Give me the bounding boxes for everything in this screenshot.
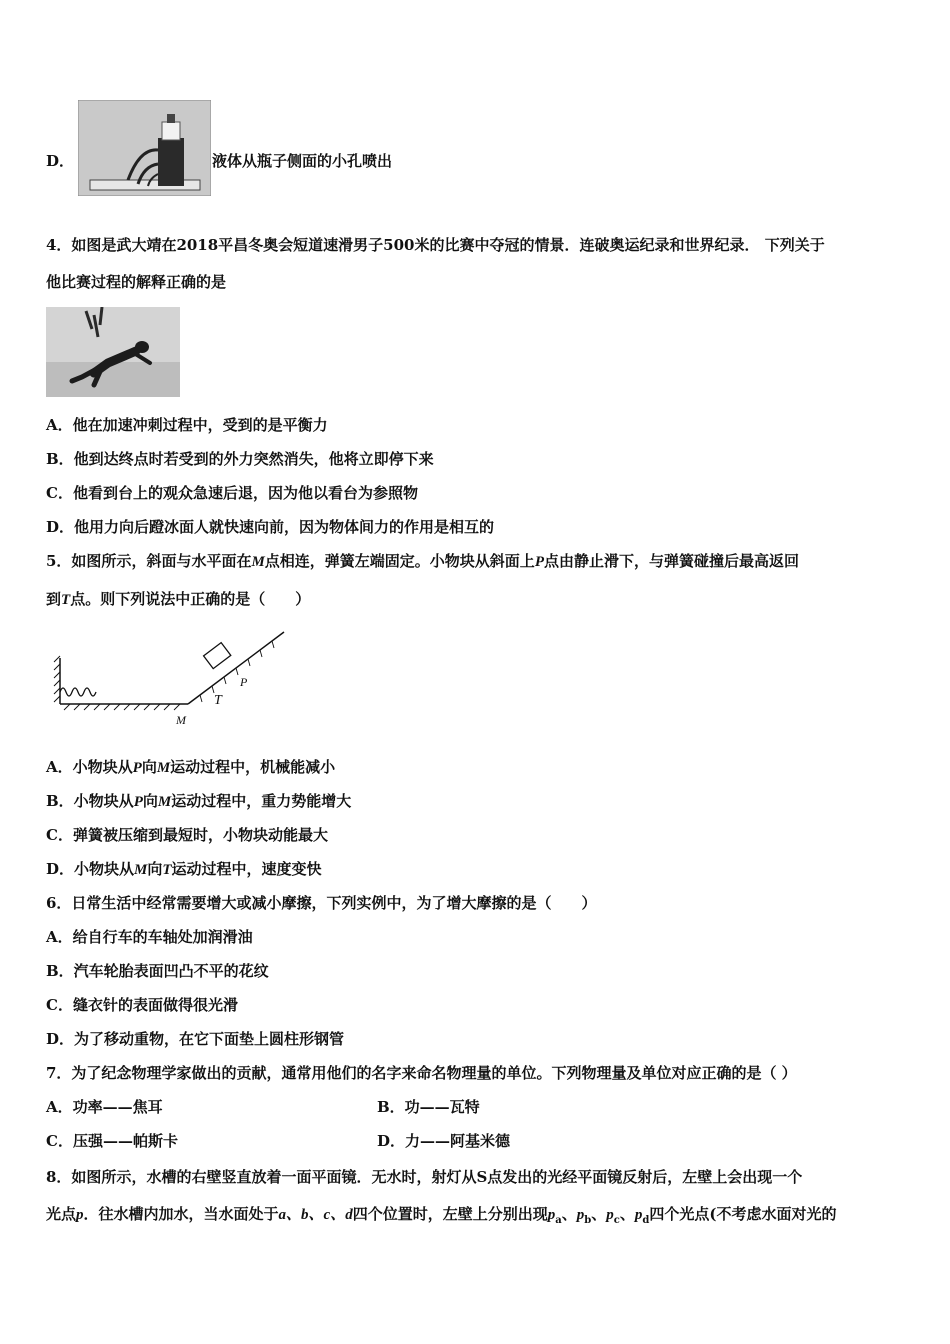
q5-stem-line2: 到T点。则下列说法中正确的是（ ） bbox=[46, 590, 311, 608]
q6-option-c: C．缝衣针的表面做得很光滑 bbox=[46, 996, 238, 1014]
q5-option-d: D．小物块从M向T运动过程中，速度变快 bbox=[46, 860, 322, 878]
q5-option-b: B．小物块从P向M运动过程中，重力势能增大 bbox=[46, 792, 352, 810]
q4-option-d: D．他用力向后蹬冰面人就快速向前，因为物体间力的作用是相互的 bbox=[46, 518, 495, 536]
q7-option-c: C．压强——帕斯卡 bbox=[46, 1132, 178, 1150]
label-t: T bbox=[214, 693, 222, 708]
q7-option-d: D．力——阿基米德 bbox=[377, 1132, 511, 1150]
q6-option-b: B．汽车轮胎表面凹凸不平的花纹 bbox=[46, 962, 269, 980]
q5-stem-line1: 5．如图所示，斜面与水平面在M点相连，弹簧左端固定。小物块从斜面上P点由静止滑下，与弹簧碰撞后最高返回 bbox=[46, 552, 799, 570]
q3-option-d-label: D． bbox=[46, 152, 75, 170]
bottle-photo bbox=[78, 100, 211, 196]
q7-option-b: B．功——瓦特 bbox=[377, 1098, 480, 1116]
q4-option-a: A．他在加速冲刺过程中，受到的是平衡力 bbox=[46, 416, 328, 434]
q7-option-a: A．功率——焦耳 bbox=[46, 1098, 163, 1116]
q6-option-d: D．为了移动重物，在它下面垫上圆柱形钢管 bbox=[46, 1030, 345, 1048]
q3-option-d-text: 液体从瓶子侧面的小孔喷出 bbox=[212, 152, 393, 170]
q6-option-a: A．给自行车的车轴处加润滑油 bbox=[46, 928, 253, 946]
label-m: M bbox=[176, 713, 186, 727]
q8-stem-line2: 光点p．往水槽内加水，当水面处于a、b、c、d四个位置时，左壁上分别出现$p_a$、$p_b$、$p_c$、$p_d$四个光点(不考虑水面对光的 bbox=[46, 1205, 837, 1226]
q4-option-b: B．他到达终点时若受到的外力突然消失，他将立即停下来 bbox=[46, 450, 434, 468]
q5-option-a: A．小物块从P向M运动过程中，机械能减小 bbox=[46, 758, 336, 776]
incline-spring-diagram bbox=[52, 626, 292, 730]
q7-stem: 7．为了纪念物理学家做出的贡献，通常用他们的名字来命名物理量的单位。下列物理量及单位对应正确的是（ ） bbox=[46, 1064, 797, 1082]
label-p: P bbox=[240, 675, 248, 689]
q6-stem: 6．日常生活中经常需要增大或减小摩擦，下列实例中，为了增大摩擦的是（ ） bbox=[46, 894, 597, 912]
skater-photo bbox=[46, 307, 180, 397]
q5-option-c: C．弹簧被压缩到最短时，小物块动能最大 bbox=[46, 826, 328, 844]
q4-stem-line2: 他比赛过程的解释正确的是 bbox=[46, 273, 227, 291]
q8-stem-line1: 8．如图所示，水槽的右壁竖直放着一面平面镜．无水时，射灯从S点发出的光经平面镜反射后，左壁上会出现一个 bbox=[46, 1168, 803, 1186]
q4-stem-line1: 4．如图是武大靖在2018平昌冬奥会短道速滑男子500米的比赛中夺冠的情景．连破奥运纪录和世界纪录． 下列关于 bbox=[46, 236, 825, 254]
q4-option-c: C．他看到台上的观众急速后退，因为他以看台为参照物 bbox=[46, 484, 418, 502]
